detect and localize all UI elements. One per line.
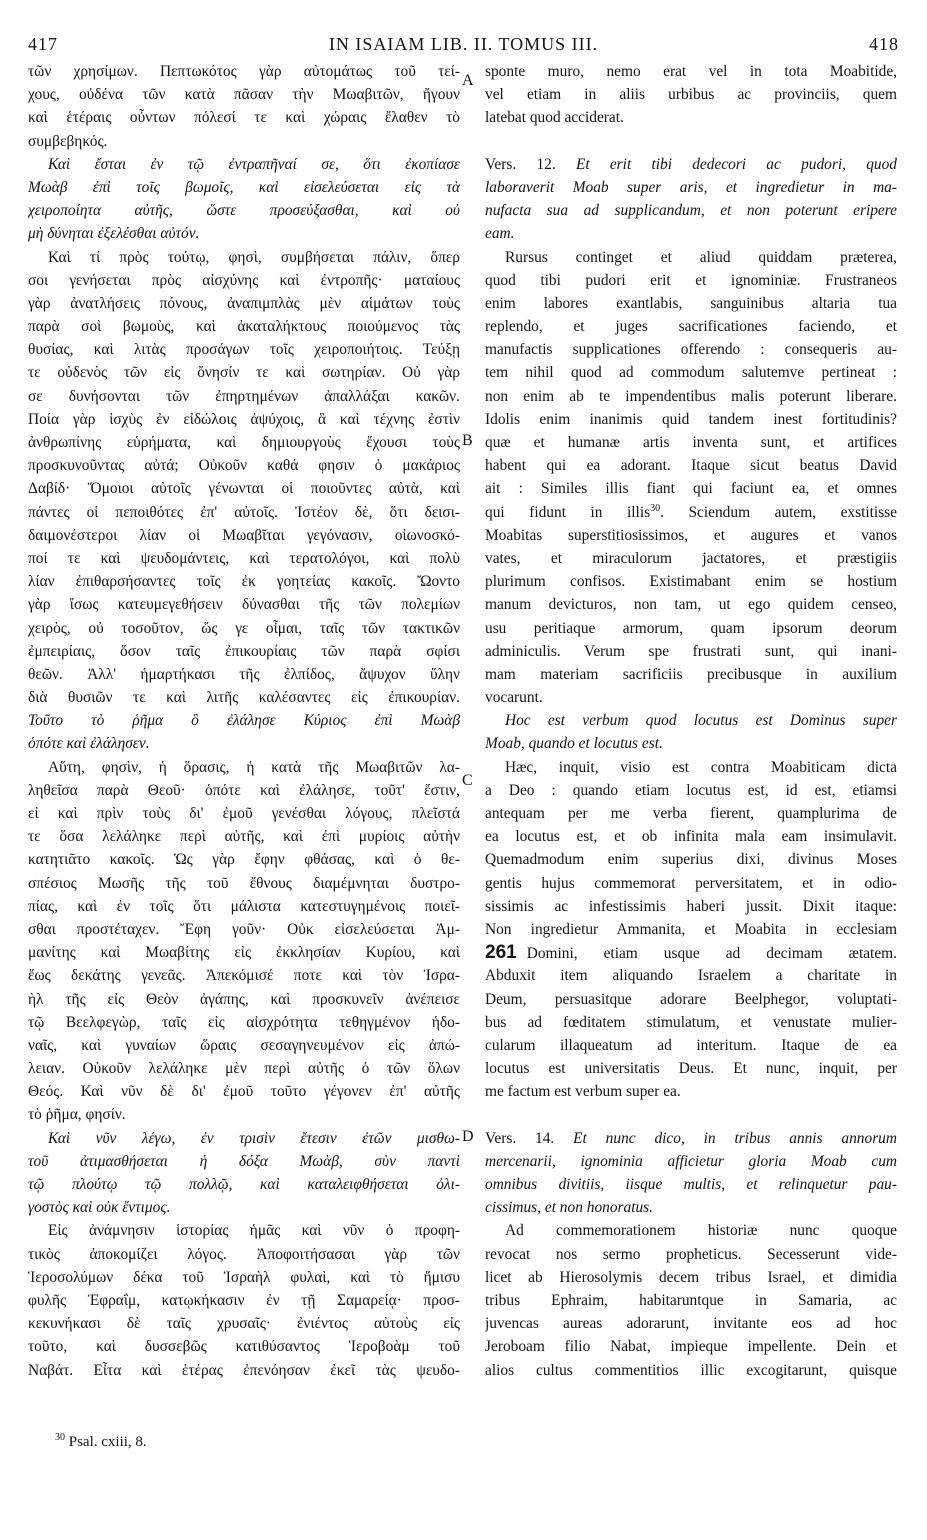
latin-line: ea locutus est, et ob infinita mala eam insimulavit. [485,828,897,846]
latin-line: sissimis ac infestissimis haberi jussit. Dixit itaque: [485,897,897,915]
latin-lemma-line: eam. [485,225,515,243]
latin-line: manufactis supplicationes offerendo : consequeris au- [485,341,897,359]
greek-line: χειρὸς, οὐ τοσοῦτον, ὥς γε οἶμαι, ταῖς τῶν τακτικῶν [28,619,460,637]
greek-line: τὸ ῥῆμα, φησίν. [28,1106,126,1124]
greek-line: πίας, καὶ ἐν τοῖς ὅτι μάλιστα κατεστυγημένοις ποιεῖ- [28,897,460,915]
greek-line: γὰρ ἀνατλήσεις πόνους, ἀναπιμπλὰς μὲν αἱμάτων τοὺς [28,294,460,312]
latin-line: Deum, persuasitque adorare Beelphegor, voluptati- [485,990,897,1008]
greek-line: παρὰ σοὶ βωμοὺς, καὶ ἀκαταλήκτους ποιούμενος τὰς [28,318,460,336]
verse-text: Et nunc dico, in tribus annis annorum [573,1129,897,1147]
verse-text: Et erit tibi dedecori ac pudori, quod [575,155,897,173]
verse-label: Vers. 14. [485,1129,555,1147]
latin-line: a Deo : quando etiam locutus est, id est, etiamsi [485,781,897,799]
page-number-left: 417 [28,34,58,54]
latin-line: tem nihil quod ad commodum salutemve pertineat : [485,364,897,382]
latin-line: usu peritiaque armorum, quam ipsorum deorum [485,619,897,637]
greek-line: δαιμονέστεροι λίαν οἱ Μωαβῖται γεγόνασιν, οἰωνοσκό- [28,526,460,544]
page-number-right: 418 [869,34,899,54]
latin-lemma-line: Hoc est verbum quod locutus est Dominus super [505,712,897,730]
greek-column [28,60,460,1382]
greek-line: Θεός. Καὶ νῦν δὲ δι' ἐμοῦ τοῦτο γέγονεν ἐπ' αὐτῆς [28,1083,460,1101]
margin-letter-a: A [462,72,474,89]
latin-line: alios cultus commentitios illic excogitarunt, quisque [485,1361,897,1379]
greek-lemma-line: Τοῦτο τὸ ῥῆμα ὃ ἐλάλησε Κύριος ἐπὶ Μωὰβ [28,712,460,730]
latin-line: Jeroboam filio Nabat, impieque impellente. Dein et [485,1338,897,1356]
greek-lemma-line: γοστὸς καὶ οὐκ ἔντιμος. [28,1199,171,1217]
greek-lemma-line: χειροποίητα αὐτῆς, ὥστε προσεύξασθαι, καὶ οὐ [28,202,460,220]
latin-line: vates, et miraculorum jactatores, et præstigiis [485,549,897,567]
latin-line: vel etiam in aliis urbibus ac provinciis, quem [485,86,897,104]
latin-line: non enim ab te impendentibus malis poterunt liberare. [485,387,897,405]
latin-line: Non ingredietur Ammanita, et Moabita in ecclesiam [485,920,897,938]
greek-lemma-line: μὴ δύνηται ἐξελέσθαι αὐτόν. [28,225,200,243]
greek-line: τῷ Βεελφεγὼρ, ταῖς εἰς αἰσχρότητα τεθηγμένον ἡδο- [28,1013,460,1031]
latin-line: mam materiam sacrificiis precibusque in auxilium [485,665,897,683]
greek-line: ἕως δεκάτης γενεᾶς. Ἀπεκόμισέ ποτε καὶ τὸν Ἰσρα- [28,967,460,985]
greek-line: σε δυνήσονται τῶν ἐπηρτημένων ἀπαλλάξαι κακῶν. [28,387,460,405]
greek-line: μανίτης καὶ Μωαβίτης εἰς ἐκκλησίαν Κυρίου, καὶ [28,944,460,962]
latin-line: bus ad fœditatem stimulatum, et venustate mulier- [485,1013,897,1031]
margin-letter-c: C [462,772,473,789]
latin-line: tribus Ephraim, habitaruntque in Samaria, ac [485,1291,897,1309]
latin-line: cularum illaqueatum ad interitum. Itaque de ea [485,1036,897,1054]
latin-line: gentis hujus commemorat perversitatem, et in odio- [485,874,897,892]
latin-line: habent qui ea adorant. Itaque sicut beatus David [485,457,897,475]
footnote-reference: 30 [650,502,661,514]
verse-heading [485,1127,897,1150]
column-number: 261 [485,942,517,964]
greek-line: ὴλ τῆς εἰς Θεὸν ἀγάπης, καὶ προσκυνεῖν ἀνέπεισε [28,990,460,1008]
greek-line: εἰ καὶ πρὶν τοὺς δι' ἐμοῦ γενέσθαι λόγους, πλεῖστά [28,805,460,822]
greek-line: κατητιᾶτο κακοῖς. Ὡς γὰρ ἔφην φθάσας, καὶ ὁ θε- [28,851,460,869]
greek-line: λίαν ἐπιθαρσήσαντες τοῖς ἐκ γοητείας κακοῖς. Ὤοντο [28,573,460,591]
footnote [55,1432,147,1451]
latin-lemma-line: laboraverit Moab super aris, et ingredietur in ma- [485,178,897,196]
greek-line: σθαι προστέταχεν. Ἔφη γοῦν· Οὐκ εἰσελεύσεται Ἀμ- [28,920,460,938]
latin-line: Idolis enim inanimis quid tandem inest fortitudinis? [485,410,897,428]
latin-line: locutus est universitatis Deus. Et nunc, inquit, per [485,1060,897,1078]
latin-line: Ad commemorationem historiæ nunc quoque [505,1222,897,1240]
greek-line: θυσίας, καὶ λιτὰς προσάγων τοῖς χειροποιήτοις. Τεύξῃ [28,341,460,359]
greek-line: κεκυνήκασι δὲ ταῖς χρυσαῖς· ἐνιέντος αὐτοὺς εἰς [28,1315,460,1333]
greek-line: τῶν χρησίμων. Πεπτωκότος γὰρ αὐτομάτως τοῦ τεί- [28,63,460,80]
footnote-text: Psal. cxiii, 8. [68,1434,147,1450]
greek-line: συμβεβηκός. [28,132,108,150]
greek-line: ἐμπειρίαις, ὅσον ταῖς ἐπικουρίαις τῶν παρὰ σφίσι [28,642,460,660]
running-title: IN ISAIAM LIB. II. TOMUS III. [328,34,599,54]
latin-line: plurimum confisos. Existimabant enim se hostium [485,573,897,591]
latin-lemma-line: omnibus divitiis, iisque multis, et relinquetur pau- [485,1176,897,1193]
latin-line: Hæc, inquit, visio est contra Moabiticam dicta [505,758,897,776]
latin-line: revocat nos sermo propheticus. Secesserunt vide- [485,1245,897,1263]
greek-line: σοι γενήσεται πρὸς αἰσχύνης καὶ ἐντροπῆς· ματαίους [28,271,460,289]
latin-line: replendo, et juges sacrificationes faciendo, et [485,318,897,336]
greek-line: Δαβίδ· Ὅμοιοι αὐτοῖς γένωνται οἱ ποιοῦντες αὐτὰ, καὶ [28,480,460,498]
greek-lemma-line: Καὶ νῦν λέγω, ἐν τρισὶν ἔτεσιν ἐτῶν μισθω- [48,1129,460,1147]
greek-line: φυλῆς Ἐφραΐμ, κατῳκήκασιν ἐν τῇ Σαμαρείᾳ· προσ- [28,1291,460,1309]
latin-line: ait : Similes illis fiant qui faciunt ea, et omnes [485,480,897,498]
greek-line: ἀνθρωπίνης εὑρήματα, καὶ δημιουργοὺς ἔχουσι τοὺς [28,434,460,451]
latin-line: Moabitas superstitiosissimos, et augures et vanos [485,526,897,544]
greek-line: γὰρ ἴσως κατευμεγεθήσειν δύνασθαι τῆς τῶν πολεμίων [28,596,460,614]
greek-line: καὶ ἑτέραις οὖντων πόλεσί τε καὶ χώραις ἔλαθεν τὸ [28,109,460,127]
greek-line: Εἰς ἀνάμνησιν ἱστορίας ἡμᾶς καὶ νῦν ὁ προφη- [48,1222,460,1240]
greek-line: Καὶ τί πρὸς τούτῳ, φησὶ, συμβήσεται πάλιν, ὅπερ [48,248,460,266]
greek-lemma-line: τῷ πλούτῳ τῷ πολλῷ, καὶ καταλειφθήσεται ὀλι- [28,1176,460,1193]
latin-line: latebat quod acciderat. [485,109,624,127]
greek-line: Ποία γὰρ ἰσχὺς ἐν εἰδώλοις ἀψύχοις, ἃ καὶ τέχνης ἐστὶν [28,410,460,428]
latin-line: Abduxit item aliquando Israelem a charitate in [485,967,897,985]
greek-line: σπέσιος Μωσῆς τῆς τοῦ ἔθνους διαμέμνηται δυστρο- [28,874,460,892]
greek-lemma-line: ὁπότε καὶ ἐλάλησεν. [28,735,150,753]
greek-line: χους, οὐδένα τῶν κατὰ πᾶσαν τὴν Μωαβιτῶν, ἤγουν [28,86,460,104]
greek-line: τοῦτο, καὶ δυσσεβῶς κατιθύσαντος Ἱεροβοὰμ τοῦ [28,1338,460,1356]
verse-heading [485,153,897,176]
latin-lemma-line: Moab, quando et locutus est. [485,735,663,753]
verse-label: Vers. 12. [485,155,556,173]
footnote-number: 30 [55,1432,65,1443]
greek-line: ναῖς, καὶ γυναίων ὥραις σεσαγηνευμένον εἰς ἀπώ- [28,1036,460,1054]
latin-lemma-line: mercenarii, ignominia afficietur gloria Moab cum [485,1152,897,1170]
latin-line: licet ab Hierosolymis decem tribus Israel, et dimidia [485,1268,897,1286]
greek-line: λειαν. Οὐκοῦν λελάληκε μὲν περὶ αὐτῆς ὁ τῶν ὅλων [28,1060,460,1078]
latin-line: juvencas aureas adorarunt, invitante eos ad hoc [485,1315,897,1333]
margin-letter-d: D [462,1128,474,1145]
latin-line: Quemadmodum enim superius dixi, divinus Moses [485,851,897,869]
latin-line: quod tibi pudori erit et ignominiæ. Frustraneos [485,271,897,289]
latin-line: quæ et humanæ artis inventa sunt, et artifices [485,434,897,451]
latin-line: adminiculis. Verum spe frustrati sunt, qui inani- [485,642,897,660]
latin-line: manum devicturos, non tam, ut ego quidem censeo, [485,596,897,614]
latin-line: vocarunt. [485,689,543,707]
latin-lemma-line: nufacta sua ad supplicandum, et non poterunt eripere [485,202,897,220]
latin-line: qui fidunt in illis$^{30}$. Sciendum autem, exstitisse [485,502,897,521]
greek-line: τικὸς ἀποκομίζει λόγος. Ἀποφοιτήσασαι γὰρ τῶν [28,1245,460,1263]
latin-line: Rursus continget et aliud quiddam præterea, [505,248,897,266]
latin-line: 261 Domini, etiam usque ad decimam ætatem. [485,942,897,964]
greek-line: θεῶν. Ἀλλ' ἡμαρτήκασι τῆς ἐλπίδος, ἄψυχον ὕλην [28,665,460,683]
greek-line: ποί τε καὶ ψευδομάντεις, καὶ τερατολόγοι, καὶ πολὺ [28,549,460,567]
greek-line: προσκυνοῦντας αὐτά; Οὐκοῦν καθά φησιν ὁ μακάριος [28,457,460,475]
greek-line: Ναβάτ. Εἶτα καὶ ἑτέρας ἐπενόησαν ἐκεῖ τὰς ψευδο- [28,1361,460,1379]
greek-line: πάντες οἱ πεποιθότες ἐπ' αὐτοῖς. Ἰστέον δὲ, ὅτι δεισι- [28,503,460,521]
latin-line: enim labores exantlabis, sanguinibus altaria tua [485,294,897,312]
greek-line: τε ὅσα λελάληκε περὶ αὐτῆς, καὶ ἐπὶ μυρίοις αὐτὴν [28,828,460,846]
greek-lemma-line: Μωὰβ ἐπὶ τοῖς βωμοῖς, καὶ εἰσελεύσεται εἰς τὰ [28,178,460,196]
greek-line: Ἱεροσολύμων δέκα τοῦ Ἰσραὴλ φυλαὶ, καὶ τὸ ἥμισυ [28,1268,460,1286]
greek-line: Αὕτη, φησὶν, ἡ ὅρασις, ἡ κατὰ τῆς Μωαβιτῶν λα- [48,758,460,776]
greek-lemma-line: Καὶ ἔσται ἐν τῷ ἐντραπῆναί σε, ὅτι ἐκοπίασε [48,155,460,173]
running-header [28,34,899,60]
latin-line: sponte muro, nemo erat vel in tota Moabitide, [485,63,897,80]
greek-lemma-line: τοῦ ἀτιμασθήσεται ἡ δόξα Μωὰβ, σὺν παντὶ [28,1152,460,1170]
greek-line: ληθεῖσα παρὰ Θεοῦ· ὁπότε καὶ ἐλάλησε, τοῦτ' ἔστιν, [28,781,460,799]
latin-line: me factum est verbum super ea. [485,1083,681,1101]
latin-lemma-line: cissimus, et non honoratus. [485,1199,654,1217]
greek-line: τε οὐδενὸς τῶν εἰς ὄνησίν τε καὶ σωτηρίαν. Οὐ γὰρ [28,364,460,382]
margin-letter-b: B [462,432,473,449]
latin-line: antequam per me verba fierent, quamplurima de [485,805,897,822]
greek-line: διὰ θυσιῶν τε καὶ λιτῆς καλέσαντες εἰς ἐπικουρίαν. [28,689,460,707]
latin-column [485,60,897,1382]
